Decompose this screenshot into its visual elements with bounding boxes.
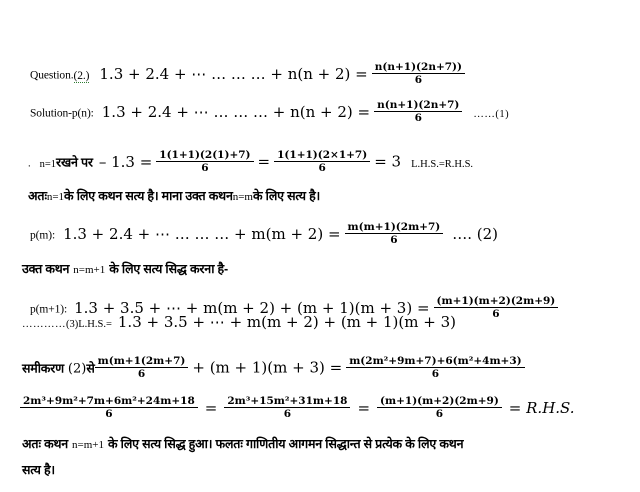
substitution-equation-ref: (2)	[67, 361, 87, 377]
base-case-fraction-1-denominator: 6	[201, 162, 209, 175]
base-case-fraction-2-numerator: 1(1+1)(2×1+7)	[274, 149, 370, 162]
substitution-fraction-2-numerator: m(2m²+9m+7)+6(m²+4m+3)	[346, 355, 524, 368]
conclusion-hindi-end: के लिए सत्य है।	[252, 189, 321, 203]
conclusion-hindi-middle: के लिए कथन सत्य है। माना उक्त कथन	[64, 189, 233, 203]
solution-fraction	[374, 99, 462, 125]
substitution-hindi-sameekaran: समीकरण	[22, 361, 64, 376]
simplification-fraction-1	[20, 395, 198, 421]
conclusion-n-equals-1: n=1	[46, 191, 65, 203]
pm1-expression: 1.3 + 3.5 + ⋯ + m(m + 2) + (m + 1)(m + 3) =	[74, 298, 430, 317]
pm-expression: 1.3 + 2.4 + ⋯ … … … + m(m + 2) =	[63, 224, 341, 243]
question-number-marked: (2.)	[73, 69, 90, 82]
base-case-expr-a: – 1.3 =	[98, 152, 153, 171]
pm-fraction	[345, 221, 444, 247]
base-case-equals-1: =	[257, 152, 271, 171]
base-case-equals-3: = 3	[374, 152, 402, 171]
base-case-fraction-2-denominator: 6	[318, 162, 326, 175]
leading-dots: …………	[22, 319, 66, 330]
pm1-label: p(m+1):	[30, 303, 68, 316]
pm-label: p(m):	[30, 229, 56, 242]
base-case-n-value: n=1	[39, 158, 57, 170]
equation-reference-1: ……(1)	[473, 108, 510, 120]
equation-reference-3: (3)	[66, 319, 79, 330]
lhs-label: L.H.S.=	[78, 319, 112, 330]
solution-label: Solution-p(n):	[30, 107, 94, 120]
final-conclusion-line-1	[22, 436, 463, 452]
inductive-hindi-start: उक्त कथन	[22, 262, 70, 276]
substitution-fraction-2-denominator: 6	[431, 368, 440, 381]
solution-fraction-denominator: 6	[414, 112, 422, 125]
solution-expression: 1.3 + 2.4 + ⋯ … … … + n(n + 2) =	[101, 102, 371, 121]
simplification-fraction-3	[377, 395, 502, 421]
leading-dot: .	[28, 158, 31, 170]
simplification-fraction-1-numerator: 2m³+9m²+7m+6m²+24m+18	[20, 395, 198, 408]
inductive-n-equals-m-plus-1: n=m+1	[73, 264, 106, 276]
simplification-equals-1: =	[204, 398, 218, 417]
simplification-fraction-2-denominator: 6	[283, 408, 292, 421]
simplification-fraction-2-numerator: 2m³+15m²+31m+18	[224, 395, 350, 408]
substitution-fraction-2	[346, 355, 524, 381]
base-case-fraction-2	[274, 149, 370, 175]
base-case-line	[28, 150, 473, 176]
base-case-fraction-1-numerator: 1(1+1)(2(1)+7)	[156, 149, 253, 162]
solution-pn-line	[30, 100, 509, 126]
substitution-fraction-1-numerator: m(m+1(2m+7)	[95, 355, 189, 368]
final-conclusion-line-2	[22, 462, 55, 478]
simplification-equals-2: =	[357, 398, 371, 417]
question-label: Question.	[30, 69, 74, 82]
final-hindi-end: सत्य है।	[22, 463, 55, 477]
lhs-equals-rhs-1: L.H.S.=R.H.S.	[411, 158, 474, 170]
question-fraction-denominator: 6	[414, 74, 423, 87]
lhs-expression: 1.3 + 3.5 + ⋯ + m(m + 2) + (m + 1)(m + 3)	[117, 313, 456, 331]
final-hindi-body: के लिए सत्य सिद्ध हुआ। फलतः गाणितीय आगमन सिद्धान्त से प्रत्येक के लिए कथन	[107, 437, 464, 451]
base-case-conclusion-line	[28, 188, 320, 204]
substitution-fraction-1	[95, 355, 189, 381]
question-line	[30, 62, 465, 88]
base-case-hindi-rakhne-par: रखने पर	[56, 155, 93, 170]
equation-reference-2: …. (2)	[452, 224, 499, 243]
pm1-fraction-numerator: (m+1)(m+2)(2m+9)	[434, 295, 559, 308]
substitution-middle-expression: + (m + 1)(m + 3) =	[192, 358, 343, 377]
conclusion-n-equals-m: n=m	[232, 191, 253, 203]
inductive-hindi-end: के लिए सत्य सिद्ध करना है-	[109, 262, 228, 276]
conclusion-ataha: अतः	[28, 189, 47, 203]
lhs-line	[22, 315, 456, 331]
simplification-fraction-3-denominator: 6	[435, 408, 444, 421]
question-expression: 1.3 + 2.4 + ⋯ … … … + n(n + 2) =	[99, 64, 368, 83]
question-fraction	[372, 61, 465, 87]
pm1-fraction-denominator: 6	[492, 308, 500, 321]
final-n-equals-m-plus-1: n=m+1	[72, 439, 104, 451]
pm-fraction-denominator: 6	[390, 234, 398, 247]
substitution-fraction-1-denominator: 6	[137, 368, 146, 381]
simplification-fraction-1-denominator: 6	[105, 408, 113, 421]
solution-fraction-numerator: n(n+1)(2n+7)	[374, 99, 462, 112]
final-hindi-start: अतः कथन	[22, 437, 68, 451]
simplification-fraction-2	[224, 395, 350, 421]
inductive-step-statement-line	[22, 261, 228, 277]
question-fraction-numerator: n(n+1)(2n+7))	[372, 61, 465, 74]
result-equals-rhs: = R.H.S.	[508, 398, 575, 417]
simplification-line	[20, 396, 575, 422]
substitution-line	[22, 356, 525, 382]
pm-line	[30, 222, 498, 248]
pm-fraction-numerator: m(m+1)(2m+7)	[345, 221, 444, 234]
simplification-fraction-3-numerator: (m+1)(m+2)(2m+9)	[377, 395, 502, 408]
substitution-hindi-se: से	[86, 361, 95, 376]
base-case-fraction-1	[156, 149, 253, 175]
